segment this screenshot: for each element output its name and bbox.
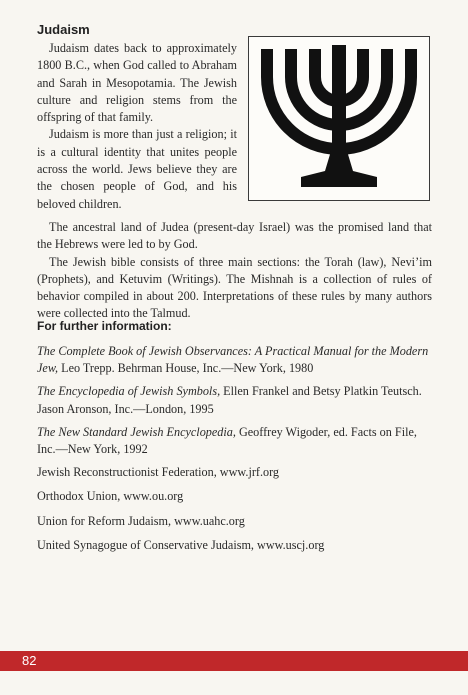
body-text <box>37 219 432 323</box>
reference-title: The New Standard Jewish Encyclopedia, <box>37 424 236 439</box>
reference-list <box>37 343 435 561</box>
further-info-heading: For further information: <box>37 319 172 333</box>
reference-title: The Encyclopedia of Jewish Symbols, <box>37 384 221 399</box>
page-number: 82 <box>22 653 37 668</box>
organization-link: Orthodox Union, www.ou.org <box>37 489 184 504</box>
reference-title: The Complete Book of Jewish Observances: A Practical Manual for the Modern Jew, <box>37 344 429 376</box>
menorah-figure <box>248 36 430 201</box>
intro-paragraph-2: Judaism is more than just a religion; it is a cultural identity that unites people across the world. Jews believe they are the chosen people of God, and his beloved children. <box>37 127 237 211</box>
intro-paragraph-1: Judaism dates back to approximately 1800 B.C., when God called to Abraham and Sarah in Mesopotamia. The Jewish culture and religion stems from the offspring of that family. <box>37 41 237 125</box>
body-paragraph-2: The Jewish bible consists of three main sections: the Torah (law), Nevi’im (Prophets), and Ketuvim (Writings). The Mishnah is a collection of rules of behavior compiled in about 200. Interpretations of these rules by many authors were collected into the Talmud. <box>37 254 432 321</box>
reference-details: Leo Trepp. Behrman House, Inc.—New York, 1980 <box>58 361 314 376</box>
reference-details: Geoffrey Wigoder, ed. Facts on File, Inc.—New York, 1992 <box>37 424 417 457</box>
body-paragraph-1: The ancestral land of Judea (present-day Israel) was the promised land that the Hebrews were led to by God. <box>37 220 432 252</box>
reference-item <box>37 343 435 377</box>
intro-column <box>37 40 237 213</box>
organization-link: Union for Reform Judaism, www.uahc.org <box>37 513 245 528</box>
reference-details: Ellen Frankel and Betsy Platkin Teutsch. Jason Aronson, Inc.—London, 1995 <box>37 384 422 416</box>
reference-item <box>37 424 435 458</box>
menorah-icon <box>249 37 429 200</box>
footer-bar <box>0 651 468 671</box>
organization-link: United Synagogue of Conservative Judaism, www.uscj.org <box>37 537 325 552</box>
organization-link: Jewish Reconstructionist Federation, www.jrf.org <box>37 465 280 480</box>
section-heading: Judaism <box>37 22 90 37</box>
reference-item <box>37 383 435 417</box>
